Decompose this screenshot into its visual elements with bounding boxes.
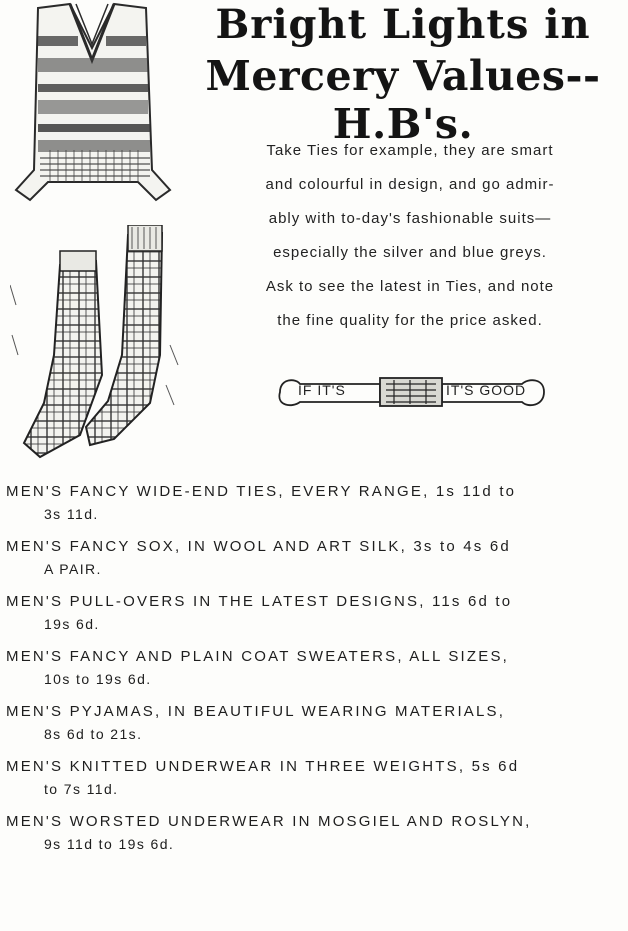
intro-line: Take Ties for example, they are smart <box>266 142 554 159</box>
product-price-continuation: A PAIR. <box>44 561 102 577</box>
intro-line: especially the silver and blue greys. <box>273 244 547 261</box>
product-price-continuation: 9s 11d to 19s 6d. <box>44 836 175 852</box>
slogan-banner <box>270 374 552 410</box>
product-title: MEN'S PULL-OVERS IN THE LATEST DESIGNS, 11s 6d to <box>6 593 513 610</box>
list-item <box>6 480 624 524</box>
vest-drawing <box>10 0 175 205</box>
list-item <box>6 810 624 854</box>
product-price-continuation: 19s 6d. <box>44 616 100 632</box>
product-title: MEN'S FANCY AND PLAIN COAT SWEATERS, ALL SIZES, <box>6 648 510 665</box>
intro-line: Ask to see the latest in Ties, and note <box>265 278 555 295</box>
headline-line-2: Mercery Values--H.B's. <box>205 52 601 148</box>
list-item <box>6 645 624 689</box>
intro-line: ably with to-day's fashionable suits— <box>268 210 552 227</box>
intro-paragraph <box>225 134 595 338</box>
product-title: MEN'S FANCY SOX, IN WOOL AND ART SILK, 3s to 4s 6d <box>6 538 511 555</box>
list-item <box>6 590 624 634</box>
product-title: MEN'S FANCY WIDE-END TIES, EVERY RANGE, 1s 11d to <box>6 483 517 500</box>
intro-line: the fine quality for the price asked. <box>277 312 543 329</box>
banner-left-text: IF IT'S <box>298 382 346 398</box>
product-price-continuation: 3s 11d. <box>44 506 99 522</box>
socks-drawing <box>10 225 185 475</box>
headline-line-1: Bright Lights in <box>215 1 591 48</box>
product-list <box>6 480 624 865</box>
list-item <box>6 535 624 579</box>
product-title: MEN'S KNITTED UNDERWEAR IN THREE WEIGHTS, 5s 6d <box>6 758 520 775</box>
socks-illustration <box>10 225 185 475</box>
product-price-continuation: to 7s 11d. <box>44 781 119 797</box>
vest-illustration <box>10 0 175 205</box>
list-item <box>6 755 624 799</box>
product-title: MEN'S PYJAMAS, IN BEAUTIFUL WEARING MATERIALS, <box>6 703 506 720</box>
banner-right-text: IT'S GOOD <box>446 382 527 398</box>
list-item <box>6 700 624 744</box>
headline <box>178 2 628 148</box>
intro-line: and colourful in design, and go admir- <box>265 176 555 193</box>
product-price-continuation: 10s to 19s 6d. <box>44 671 152 687</box>
product-title: MEN'S WORSTED UNDERWEAR IN MOSGIEL AND ROSLYN, <box>6 813 532 830</box>
product-price-continuation: 8s 6d to 21s. <box>44 726 143 742</box>
